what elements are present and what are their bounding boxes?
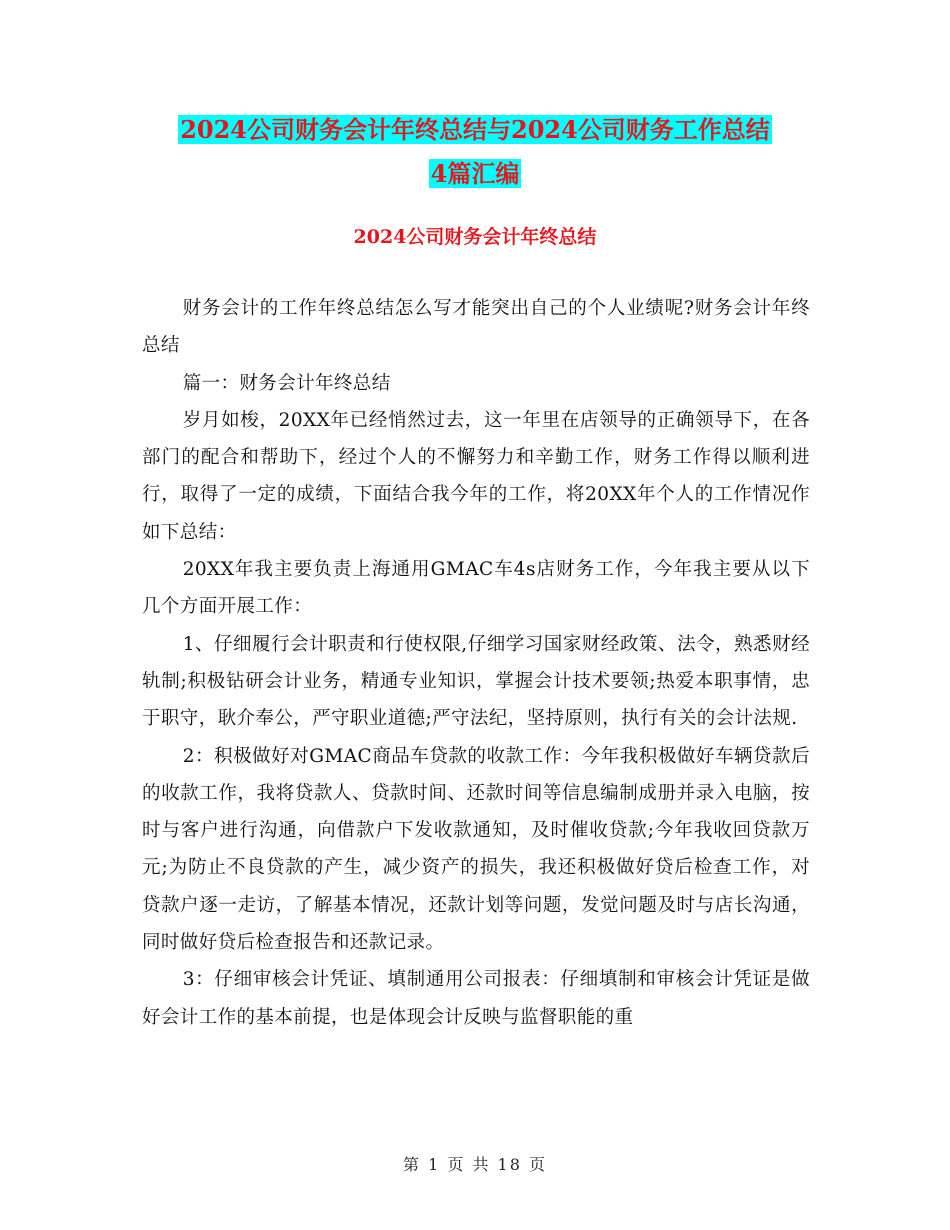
paragraph-heading: 篇一：财务会计年终总结 xyxy=(182,372,391,394)
paragraph-5: 3：仔细审核会计凭证、填制通用公司报表：仔细填制和审核会计凭证是做好会计工作的基本前提，也是体现会计反映与监督职能的重 xyxy=(142,969,810,1028)
paragraph-3: 1、仔细履行会计职责和行使权限,仔细学习国家财经政策、法令，熟悉财经轨制;积极钻研会计业务，精通专业知识，掌握会计技术要领;热爱本职事情，忠于职守，耿介奉公，严守职业道德;严守法纪，坚持原则，执行有关的会计法规. xyxy=(142,633,810,730)
paragraph-2: 20XX年我主要负责上海通用GMAC车4s店财务工作，今年我主要从以下几个方面开展工作： xyxy=(142,559,810,618)
paragraph-4: 2：积极做好对GMAC商品车贷款的收款工作：今年我积极做好车辆贷款后的收款工作，我将贷款人、贷款时间、还款时间等信息编制成册并录入电脑，按时与客户进行沟通，向借款户下发收款通知，及时催收贷款;今年我收回贷款万元;为防止不良贷款的产生，减少资产的损失，我还积极做好贷后检查工作，对贷款户逐一走访，了解基本情况，还款计划等问题，发觉问题及时与店长沟通，同时做好贷后检查报告和还款记录。 xyxy=(142,745,810,954)
title-highlight-1: 2024公司财务会计年终总结与2024公司财务工作总结 xyxy=(180,115,770,144)
document-title-line-2 xyxy=(140,156,810,192)
title-highlight-2: 4篇汇编 xyxy=(430,159,520,188)
paragraph-1: 岁月如梭，20XX年已经悄然过去，这一年里在店领导的正确领导下，在各部门的配合和帮助下，经过个人的不懈努力和辛勤工作，财务工作得以顺利进行，取得了一定的成绩，下面结合我今年的工作，将20XX年个人的工作情况作如下总结： xyxy=(142,409,810,543)
section-title: 2024公司财务会计年终总结 xyxy=(353,226,597,248)
page-footer: 第 1 页 共 18 页 xyxy=(403,1155,547,1174)
document-title-line-1 xyxy=(140,112,810,148)
paragraph-intro: 财务会计的工作年终总结怎么写才能突出自己的个人业绩呢?财务会计年终总结 xyxy=(142,298,810,357)
document-body xyxy=(142,290,810,1036)
